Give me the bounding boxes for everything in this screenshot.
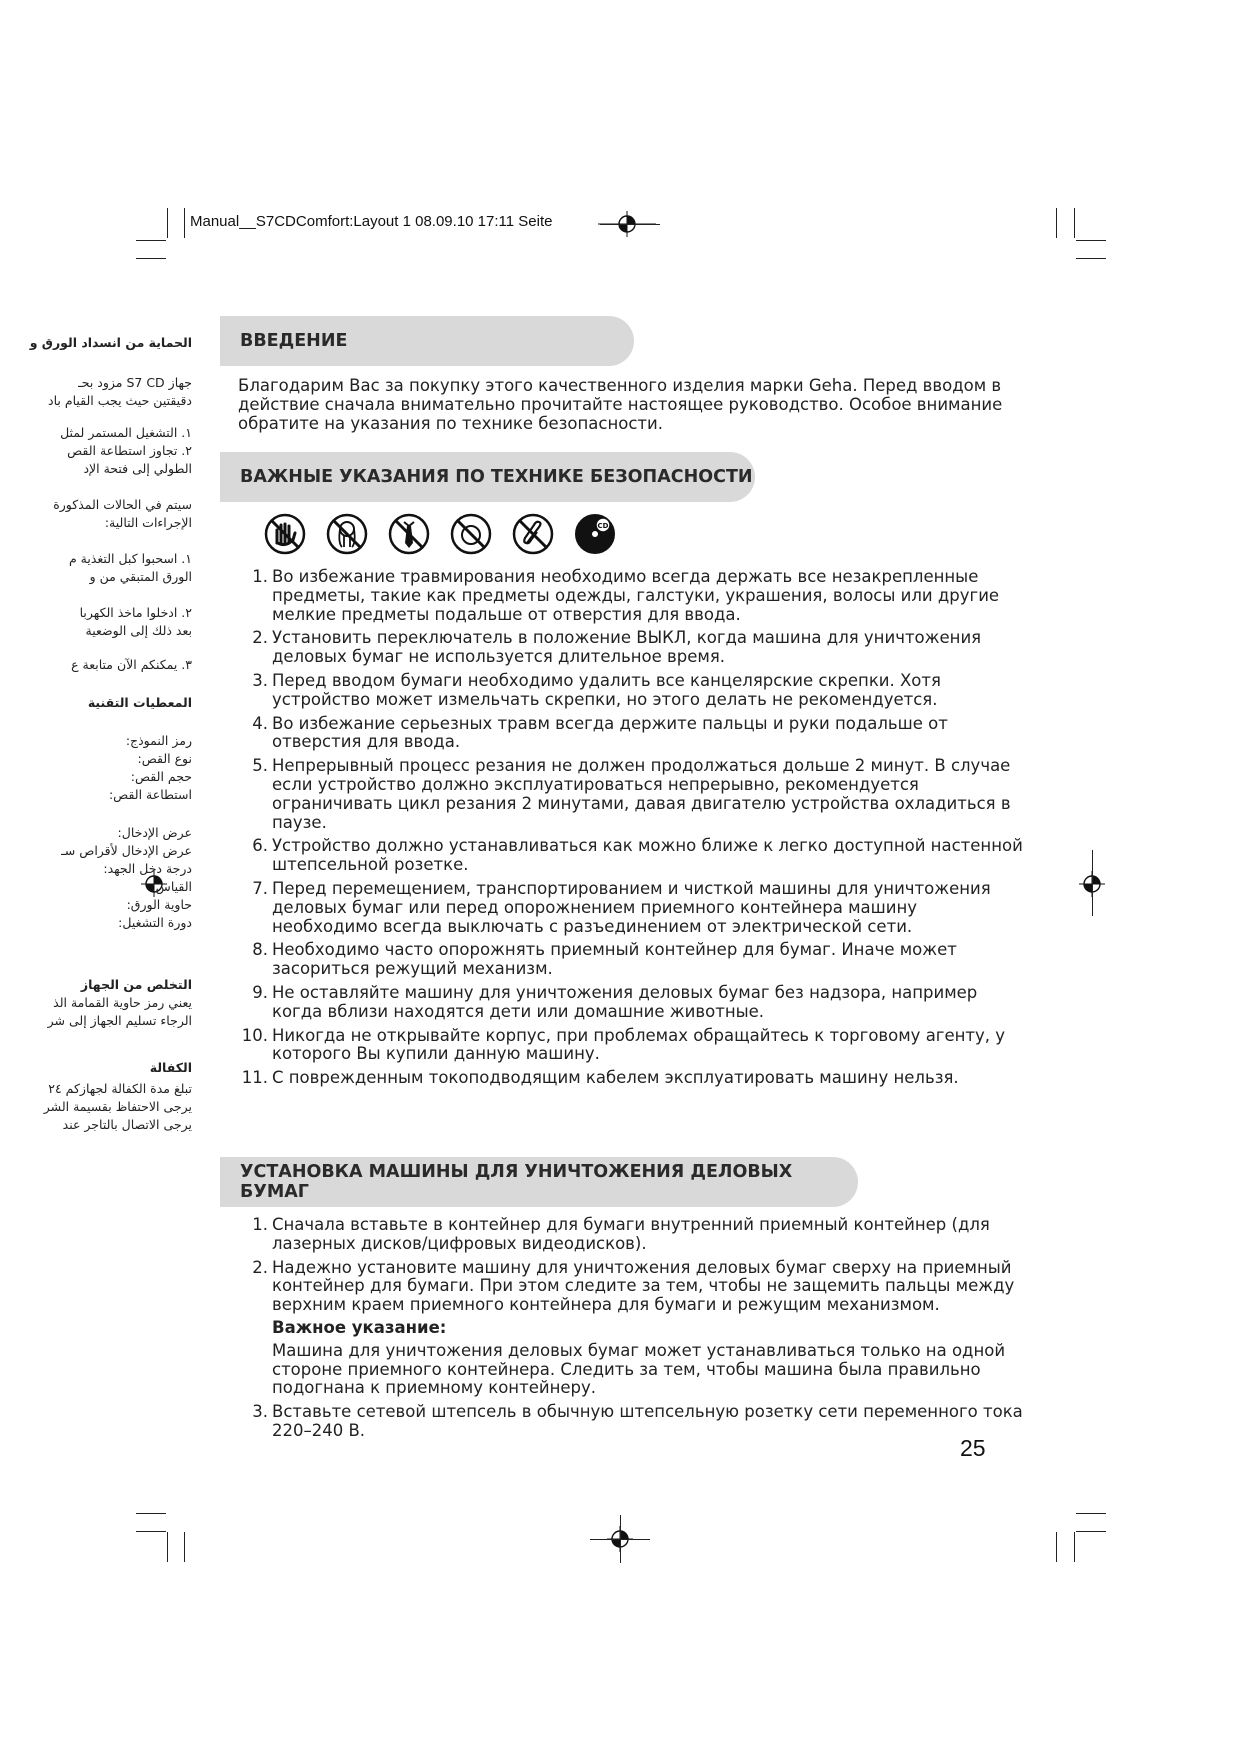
- safety-list: [241, 567, 1026, 1093]
- arabic-line: جهاز S7 CD مزود بحـ: [78, 375, 192, 390]
- safety-icons: [264, 513, 616, 555]
- no-tie-icon: [388, 513, 430, 555]
- list-number: 8.: [252, 940, 268, 960]
- list-text: Перед вводом бумаги необходимо удалить все канцелярские скрепки. Хотя устройство может измельчать скрепки, но этого делать не рекомендуется.: [272, 670, 941, 709]
- list-item: [241, 1025, 1026, 1065]
- list-item: [246, 629, 1026, 667]
- cd-icon: [574, 513, 616, 555]
- list-item: [246, 941, 1026, 979]
- list-number: 6.: [252, 836, 268, 856]
- print-slug: Manual__S7CDComfort:Layout 1 08.09.10 17:11 Seite: [190, 213, 553, 230]
- install-list: [246, 1216, 1026, 1446]
- arabic-line: الكفالة: [149, 1060, 192, 1075]
- list-item: 3. Вставьте сетевой штепсель в обычную штепсельную розетку сети переменного тока 220–240 В.: [252, 1402, 1023, 1440]
- arabic-line: دقيقتين حيث يجب القيام باد: [48, 393, 192, 408]
- list-number: 7.: [252, 878, 268, 898]
- arabic-line: حجم القص:: [130, 769, 192, 784]
- safety-heading: ВАЖНЫЕ УКАЗАНИЯ ПО ТЕХНИКЕ БЕЗОПАСНОСТИ: [220, 452, 755, 502]
- arabic-line: بعد ذلك إلى الوضعية: [85, 623, 192, 638]
- list-text: Непрерывный процесс резания не должен продолжаться дольше 2 минут. В случае если устройство должно эксплуатироваться непрерывно, рекомендуется ограничивать цикл резания 2 минутами, давая двигателю устройства охладиться в паузе.: [272, 756, 1011, 832]
- arabic-line: المعطيات التقنية: [87, 695, 192, 710]
- arabic-line: يرجى الاحتفاظ بقسيمة الشر: [43, 1099, 192, 1114]
- arabic-line: الورق المتبقي من و: [89, 569, 192, 584]
- arabic-line: نوع القص:: [137, 751, 192, 766]
- arabic-line: الطولي إلى فتحة الإد: [83, 461, 192, 476]
- list-number: 11.: [241, 1068, 268, 1088]
- list-text: Никогда не открывайте корпус, при проблемах обращайтесь к торговому агенту, у которого Вы купили данную машину.: [272, 1025, 1006, 1064]
- arabic-line: استطاعة القص:: [108, 787, 192, 802]
- no-jewelry-icon: [450, 513, 492, 555]
- list-item: 1. Сначала вставьте в контейнер для бумаги внутренний приемный контейнер (для лазерных дисков/цифровых видеодисков).: [252, 1215, 990, 1253]
- list-number: 4.: [252, 713, 268, 733]
- note-text: Машина для уничтожения деловых бумаг может устанавливаться только на одной стороне приемного контейнера. Следить за тем, чтобы машина была правильно подогнана к приемному контейнеру.: [272, 1340, 1006, 1398]
- intro-paragraph: Благодарим Вас за покупку этого качественного изделия марки Geha. Перед вводом в действие сначала внимательно прочитайте настоящее руководство. Особое внимание обратите на указания по технике безопасности.: [238, 376, 1003, 433]
- list-number: 9.: [252, 982, 268, 1002]
- list-text: Во избежание травмирования необходимо всегда держать все незакрепленные предметы, такие как предметы одежды, галстуки, украшения, волосы или другие мелкие предметы подальше от отверстия для ввода.: [272, 567, 1000, 624]
- arabic-line: ٣. يمكنكم الآن متابعة ع: [71, 657, 192, 672]
- arabic-line: الإجراءات التالية:: [104, 515, 192, 530]
- arabic-line: عرض الإدخال لأقراص سـ: [61, 843, 192, 858]
- list-number: 2.: [252, 628, 268, 648]
- list-item: [246, 757, 1026, 832]
- arabic-line: ١. التشغيل المستمر لمثل: [60, 425, 192, 440]
- list-item: [246, 672, 1026, 710]
- arabic-line: ٢. تجاوز استطاعة القص: [67, 443, 192, 458]
- arabic-line: يعني رمز حاوية القمامة الذ: [53, 995, 192, 1010]
- list-text: Во избежание серьезных травм всегда держите пальцы и руки подальше от отверстия для ввода.: [272, 713, 948, 752]
- arabic-line: الرجاء تسليم الجهاز إلى شر: [47, 1013, 192, 1028]
- list-text: Необходимо часто опорожнять приемный контейнер для бумаг. Иначе может засориться режущий механизм.: [272, 940, 957, 979]
- arabic-line: دورة التشغيل:: [118, 915, 192, 930]
- arabic-line: حاوية الورق:: [126, 897, 192, 912]
- arabic-line: سيتم في الحالات المذكورة: [53, 497, 192, 512]
- list-text: Перед перемещением, транспортированием и чисткой машины для уничтожения деловых бумаг или перед опорожнением приемного контейнера машину необходимо всегда выключать с разъединением от электрической сети.: [272, 878, 991, 936]
- arabic-line: ١. اسحبوا كبل التغذية م: [68, 551, 192, 566]
- list-item: [246, 880, 1026, 936]
- arabic-line: درجة دخل الجهد:: [103, 861, 192, 876]
- arabic-line: يرجى الاتصال بالتاجر عند: [62, 1117, 192, 1132]
- list-text: С поврежденным токоподводящим кабелем эксплуатировать машину нельзя.: [272, 1068, 959, 1088]
- arabic-line: الحماية من انسداد الورق و: [29, 335, 192, 350]
- arabic-column: [0, 335, 192, 1295]
- no-hands-icon: [264, 513, 306, 555]
- list-number: 3.: [252, 670, 268, 690]
- list-item: [246, 984, 1026, 1022]
- list-text: Устройство должно устанавливаться как можно ближе к легко доступной настенной штепсельной розетке.: [272, 836, 1023, 875]
- no-hair-icon: [326, 513, 368, 555]
- list-item: [246, 715, 1026, 753]
- arabic-line: القياس:: [151, 879, 192, 894]
- arabic-line: تبلغ مدة الكفالة لجهازكم ٢٤: [48, 1081, 192, 1096]
- list-number: 1.: [252, 567, 268, 586]
- list-number: 5.: [252, 756, 268, 776]
- install-heading: УСТАНОВКА МАШИНЫ ДЛЯ УНИЧТОЖЕНИЯ ДЕЛОВЫХ БУМАГ: [220, 1157, 858, 1207]
- list-text: Не оставляйте машину для уничтожения деловых бумаг без надзора, например когда вблизи находятся дети или домашние животные.: [272, 982, 978, 1021]
- svg-text:CD: CD: [597, 522, 609, 530]
- arabic-line: التخلص من الجهاز: [80, 977, 192, 992]
- no-paperclip-icon: [512, 513, 554, 555]
- arabic-line: عرض الإدخال:: [117, 825, 192, 840]
- arabic-line: ٢. ادخلوا ماخذ الكهربا: [79, 605, 192, 620]
- arabic-line: رمز النموذج:: [125, 733, 192, 748]
- note-title: Важное указание:: [272, 1317, 447, 1337]
- list-text: Установить переключатель в положение ВЫКЛ, когда машина для уничтожения деловых бумаг не используется длительное время.: [272, 628, 982, 667]
- page-number: 25: [960, 1435, 986, 1461]
- list-number: 10.: [241, 1025, 268, 1045]
- list-item: [246, 837, 1026, 875]
- list-item: [241, 1068, 1026, 1088]
- intro-heading: ВВЕДЕНИЕ: [220, 316, 634, 366]
- list-item: [246, 568, 1026, 624]
- list-item: 2. Надежно установите машину для уничтожения деловых бумаг сверху на приемный контейнер для бумаги. При этом следите за тем, чтобы не защемить пальцы между верхним краем приемного контейнера для бумаги и режущим механизмом. Важное указание: Машина для уничтожения деловых бумаг может устанавливаться только на одной стороне приемного контейнера. Следить за тем, чтобы машина была правильно подогнана к приемному контейнеру.: [246, 1259, 1026, 1399]
